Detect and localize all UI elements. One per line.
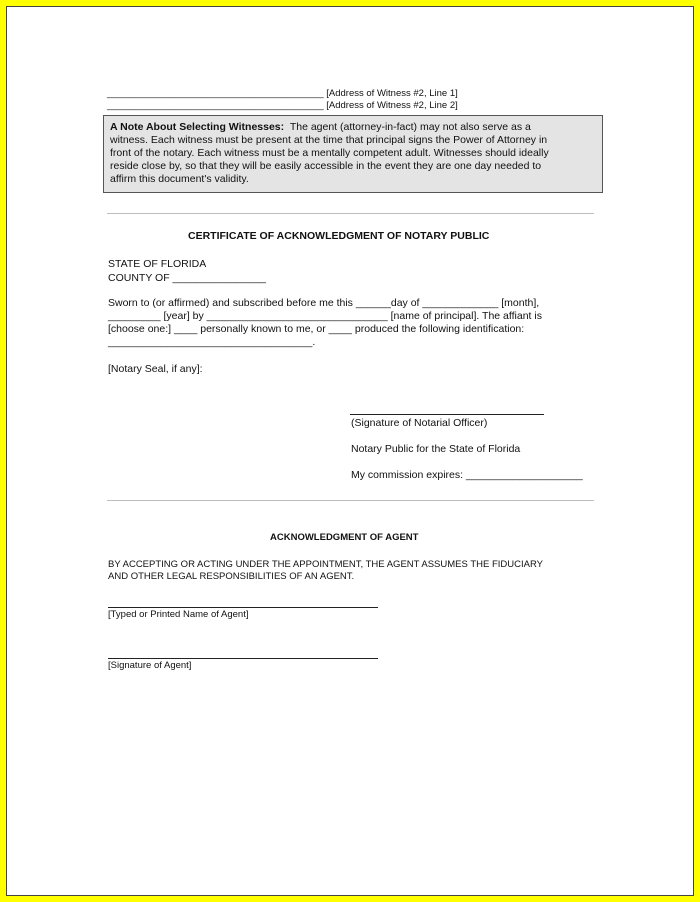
note-text-5: affirm this document's validity. [110, 173, 249, 185]
note-text-4: reside close by, so that they will be easily accessible in the event they are one day needed to [110, 160, 542, 172]
note-text-2: witness. Each witness must be present at the time that principal signs the Power of Attorney in [110, 134, 548, 146]
witness-address-line-1-blank: _________________________________________ [107, 88, 324, 99]
sworn-line-2: _________ [year] by _______________________________ [name of principal]. The affiant is [108, 310, 542, 322]
commission-expires-label: My commission expires: ____________________ [351, 469, 583, 481]
agent-name-label: [Typed or Printed Name of Agent] [108, 609, 249, 620]
agent-statement-line-2: AND OTHER LEGAL RESPONSIBILITIES OF AN AGENT. [108, 571, 355, 582]
witness-address-line-2 [107, 100, 458, 112]
agent-statement-line-1: BY ACCEPTING OR ACTING UNDER THE APPOINTMENT, THE AGENT ASSUMES THE FIDUCIARY [108, 559, 543, 570]
state-label: STATE OF FLORIDA [108, 258, 207, 270]
notary-public-label: Notary Public for the State of Florida [351, 443, 521, 455]
witness-address-line-1 [107, 88, 458, 100]
county-label: COUNTY OF ________________ [108, 272, 266, 284]
agent-signature-line [108, 658, 378, 659]
note-text-1: The agent (attorney-in-fact) may not also serve as a [289, 121, 531, 133]
witness-note-box [103, 115, 603, 193]
notary-seal-label: [Notary Seal, if any]: [108, 363, 203, 375]
witness-address-line-2-label: [Address of Witness #2, Line 2] [326, 100, 458, 111]
agent-acknowledgment-title: ACKNOWLEDGMENT OF AGENT [270, 532, 419, 543]
section-divider-2 [107, 500, 594, 501]
note-text-3: front of the notary. Each witness must be a mentally competent adult. Witnesses should ideally [110, 147, 549, 159]
agent-signature-label: [Signature of Agent] [108, 660, 192, 671]
note-title: A Note About Selecting Witnesses: [110, 121, 285, 133]
notary-signature-line [350, 414, 544, 415]
section-divider-1 [107, 213, 594, 214]
sworn-line-1: Sworn to (or affirmed) and subscribed before me this ______day of _____________ [month], [108, 297, 540, 309]
certificate-title: CERTIFICATE OF ACKNOWLEDGMENT OF NOTARY PUBLIC [188, 230, 490, 242]
sworn-line-3: [choose one:] ____ personally known to me, or ____ produced the following identification: [108, 323, 525, 335]
note-line-1 [110, 121, 596, 134]
agent-name-line [108, 607, 378, 608]
document-page [6, 6, 694, 896]
notary-signature-label: (Signature of Notarial Officer) [351, 417, 488, 429]
sworn-line-4: ___________________________________. [108, 336, 316, 348]
witness-address-line-2-blank: _________________________________________ [107, 100, 324, 111]
witness-address-line-1-label: [Address of Witness #2, Line 1] [326, 88, 458, 99]
